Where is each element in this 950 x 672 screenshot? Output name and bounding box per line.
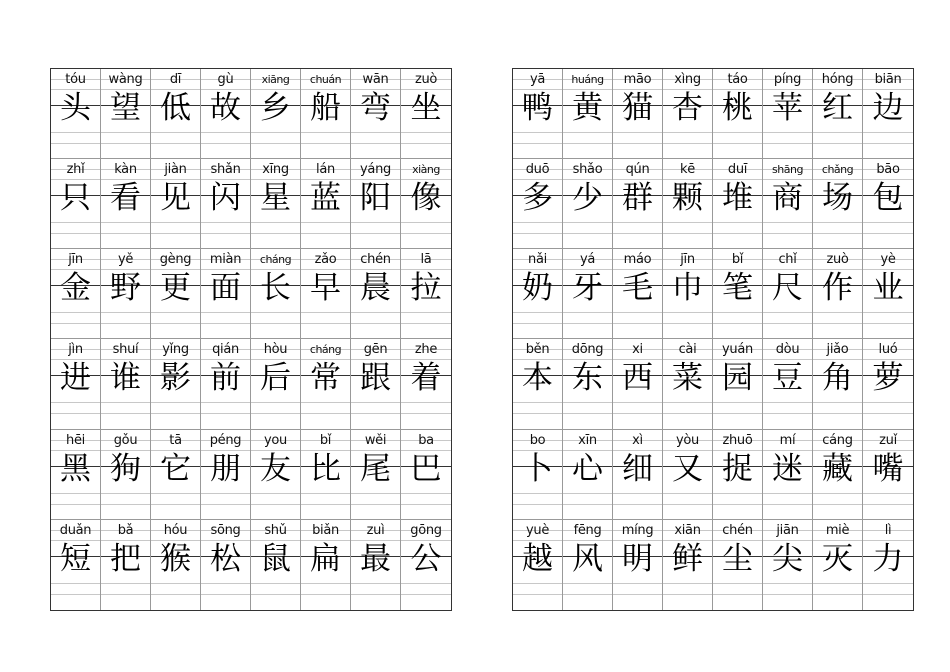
- character-cell: [351, 520, 401, 610]
- pinyin-label: cài: [678, 342, 697, 358]
- pinyin-label: shǔ: [264, 522, 287, 538]
- character-cell: [101, 249, 151, 339]
- character-cell: [663, 69, 713, 159]
- hanzi-character: 进: [60, 360, 91, 397]
- hanzi-character: 巴: [410, 450, 442, 487]
- pinyin-label: hóng: [821, 72, 854, 87]
- hanzi-character: 低: [160, 90, 191, 126]
- character-cell: [713, 69, 763, 159]
- character-cell: [763, 339, 813, 429]
- hanzi-character: 常: [310, 360, 341, 397]
- character-cell: [51, 430, 101, 520]
- character-cell: [663, 159, 713, 249]
- character-cell: [301, 339, 351, 429]
- hanzi-character: 业: [872, 270, 904, 307]
- pinyin-label: huáng: [571, 73, 604, 86]
- pinyin-label: zuǐ: [879, 432, 897, 448]
- character-cell: [863, 520, 913, 610]
- character-cell: [201, 520, 251, 610]
- character-cell: [151, 159, 201, 249]
- pinyin-label: nǎi: [528, 252, 547, 268]
- hanzi-character: 群: [622, 180, 653, 217]
- pinyin-label: bǐ: [319, 432, 332, 448]
- hanzi-character: 野: [110, 270, 141, 307]
- pinyin-label: xi: [632, 342, 643, 358]
- pinyin-label: xīng: [262, 162, 289, 178]
- character-cell: [863, 249, 913, 339]
- pinyin-label: cháng: [309, 343, 342, 357]
- pinyin-label: cháng: [259, 253, 292, 267]
- pinyin-label: zhe: [414, 342, 438, 358]
- character-cell: [301, 430, 351, 520]
- pinyin-label: zhuō: [722, 432, 753, 448]
- hanzi-character: 更: [160, 270, 191, 307]
- pinyin-label: fēng: [573, 522, 602, 538]
- pinyin-label: gèng: [159, 252, 192, 268]
- hanzi-character: 卜: [522, 450, 553, 487]
- character-cell: [513, 520, 563, 610]
- character-cell: [101, 69, 151, 159]
- character-cell: [513, 430, 563, 520]
- pinyin-label: chuán: [309, 73, 342, 86]
- character-cell: [301, 69, 351, 159]
- hanzi-character: 牙: [572, 270, 603, 307]
- character-cell: [51, 69, 101, 159]
- hanzi-character: 尾: [360, 450, 391, 487]
- hanzi-character: 作: [822, 270, 853, 307]
- hanzi-character: 巾: [672, 270, 703, 307]
- hanzi-character: 少: [572, 180, 603, 217]
- pinyin-label: shāng: [772, 163, 803, 177]
- character-cell: [813, 69, 863, 159]
- pinyin-label: píng: [773, 72, 802, 87]
- hanzi-character: 坐: [410, 90, 442, 126]
- hanzi-character: 长: [260, 270, 291, 307]
- pinyin-label: yuán: [722, 342, 753, 358]
- hanzi-character: 红: [822, 90, 853, 126]
- hanzi-character: 金: [60, 270, 91, 307]
- pinyin-label: duǎn: [59, 522, 92, 538]
- pinyin-label: jīn: [680, 252, 695, 268]
- hanzi-character: 鸭: [522, 90, 553, 126]
- hanzi-character: 细: [622, 450, 653, 487]
- pinyin-label: yě: [117, 252, 134, 268]
- character-cell: [201, 430, 251, 520]
- hanzi-character: 西: [622, 360, 653, 397]
- character-cell: [351, 430, 401, 520]
- pinyin-label: xìng: [674, 72, 701, 87]
- hanzi-character: 黄: [572, 90, 603, 126]
- hanzi-character: 早: [310, 270, 341, 307]
- character-cell: [813, 249, 863, 339]
- pinyin-label: xiàng: [412, 163, 440, 177]
- character-cell: [763, 249, 813, 339]
- hanzi-character: 本: [522, 360, 553, 397]
- character-cell: [713, 520, 763, 610]
- pinyin-label: yáng: [360, 162, 391, 178]
- hanzi-character: 毛: [622, 270, 653, 307]
- character-cell: [563, 159, 613, 249]
- hanzi-character: 明: [622, 540, 653, 577]
- pinyin-label: yè: [880, 252, 896, 268]
- character-cell: [51, 249, 101, 339]
- character-cell: [813, 430, 863, 520]
- character-cell: [763, 69, 813, 159]
- pinyin-label: shuí: [112, 342, 139, 358]
- character-cell: [713, 430, 763, 520]
- pinyin-label: máo: [623, 252, 652, 268]
- hanzi-character: 豆: [772, 360, 803, 397]
- hanzi-character: 星: [260, 180, 291, 217]
- character-cell: [101, 339, 151, 429]
- hanzi-character: 船: [310, 90, 341, 126]
- hanzi-character: 又: [672, 450, 703, 487]
- hanzi-character: 扁: [310, 540, 341, 577]
- pinyin-label: lán: [316, 162, 335, 178]
- pinyin-label: zǎo: [314, 252, 337, 268]
- hanzi-character: 园: [722, 360, 753, 397]
- character-cell: [251, 159, 301, 249]
- character-cell: [51, 159, 101, 249]
- hanzi-character: 公: [410, 540, 442, 577]
- character-cell: [563, 430, 613, 520]
- pinyin-label: míng: [621, 522, 654, 538]
- character-cell: [513, 339, 563, 429]
- hanzi-character: 短: [60, 540, 91, 577]
- hanzi-character: 尘: [722, 540, 753, 577]
- hanzi-character: 面: [210, 270, 241, 307]
- character-cell: [351, 159, 401, 249]
- pinyin-label: bǎ: [117, 522, 134, 538]
- hanzi-character: 边: [872, 90, 904, 126]
- character-cell: [513, 159, 563, 249]
- hanzi-character: 像: [410, 180, 442, 217]
- hanzi-character: 多: [522, 180, 553, 217]
- character-grid-right: [512, 68, 914, 611]
- pinyin-label: yá: [579, 252, 596, 268]
- pinyin-label: qún: [625, 162, 650, 178]
- hanzi-character: 影: [160, 360, 191, 397]
- hanzi-character: 菜: [672, 360, 703, 397]
- character-cell: [813, 339, 863, 429]
- character-cell: [763, 430, 813, 520]
- pinyin-label: táo: [727, 72, 748, 87]
- pinyin-label: luó: [878, 342, 898, 358]
- hanzi-character: 见: [160, 180, 191, 217]
- pinyin-label: kē: [680, 162, 695, 178]
- character-cell: [101, 430, 151, 520]
- pinyin-label: shǎn: [210, 162, 241, 178]
- pinyin-label: gǒu: [113, 432, 138, 448]
- character-cell: [563, 249, 613, 339]
- character-cell: [401, 69, 451, 159]
- hanzi-character: 谁: [110, 360, 141, 397]
- character-cell: [613, 430, 663, 520]
- pinyin-label: kàn: [114, 162, 137, 178]
- hanzi-character: 蓝: [310, 180, 341, 217]
- hanzi-character: 只: [60, 180, 91, 217]
- character-cell: [763, 520, 813, 610]
- pinyin-label: you: [264, 432, 287, 448]
- character-cell: [713, 159, 763, 249]
- character-cell: [863, 69, 913, 159]
- pinyin-label: cáng: [822, 432, 853, 448]
- pinyin-label: gēn: [363, 342, 388, 358]
- character-cell: [251, 249, 301, 339]
- character-cell: [351, 339, 401, 429]
- hanzi-character: 包: [872, 180, 904, 217]
- hanzi-character: 角: [822, 360, 853, 397]
- character-cell: [763, 159, 813, 249]
- pinyin-label: wěi: [364, 432, 387, 448]
- character-cell: [713, 339, 763, 429]
- character-cell: [301, 159, 351, 249]
- hanzi-character: 晨: [360, 270, 391, 307]
- pinyin-label: dòu: [775, 342, 800, 358]
- character-cell: [513, 69, 563, 159]
- character-cell: [151, 339, 201, 429]
- pinyin-label: wān: [362, 72, 389, 87]
- character-cell: [251, 339, 301, 429]
- hanzi-character: 阳: [360, 180, 391, 217]
- character-cell: [301, 520, 351, 610]
- pinyin-label: qián: [212, 342, 239, 358]
- hanzi-character: 力: [872, 540, 904, 577]
- pinyin-label: duī: [727, 162, 748, 178]
- hanzi-character: 苹: [772, 90, 803, 126]
- character-cell: [51, 520, 101, 610]
- pinyin-label: yòu: [676, 432, 699, 448]
- hanzi-character: 最: [360, 540, 391, 577]
- character-cell: [863, 339, 913, 429]
- character-cell: [863, 159, 913, 249]
- pinyin-label: tóu: [65, 72, 86, 87]
- character-cell: [613, 339, 663, 429]
- character-cell: [301, 249, 351, 339]
- hanzi-character: 弯: [360, 90, 391, 126]
- hanzi-character: 望: [110, 90, 141, 126]
- pinyin-label: miè: [825, 522, 850, 538]
- pinyin-label: mí: [779, 432, 796, 448]
- hanzi-character: 后: [260, 360, 291, 397]
- character-cell: [613, 159, 663, 249]
- character-cell: [201, 159, 251, 249]
- hanzi-character: 友: [260, 450, 291, 487]
- pinyin-label: chǎng: [821, 163, 854, 177]
- pinyin-label: chén: [360, 252, 391, 268]
- pinyin-label: duō: [525, 162, 550, 178]
- pinyin-label: gù: [217, 72, 234, 87]
- pinyin-label: yǐng: [162, 342, 189, 358]
- pinyin-label: běn: [525, 342, 550, 358]
- character-cell: [613, 69, 663, 159]
- pinyin-label: lì: [884, 522, 892, 538]
- hanzi-character: 捉: [722, 450, 753, 487]
- hanzi-character: 头: [60, 90, 91, 126]
- pinyin-label: chén: [722, 522, 753, 538]
- hanzi-character: 萝: [872, 360, 904, 397]
- hanzi-character: 桃: [722, 90, 753, 126]
- hanzi-character: 尺: [772, 270, 803, 307]
- hanzi-character: 迷: [772, 450, 803, 487]
- pinyin-label: hòu: [263, 342, 288, 358]
- character-cell: [563, 339, 613, 429]
- character-cell: [151, 430, 201, 520]
- pinyin-label: yuè: [525, 522, 550, 538]
- pinyin-label: miàn: [209, 252, 242, 268]
- character-grid-left: [50, 68, 452, 611]
- hanzi-character: 闪: [210, 180, 241, 217]
- hanzi-character: 着: [410, 360, 442, 397]
- pinyin-label: xiān: [674, 522, 701, 538]
- pinyin-label: zuò: [826, 252, 849, 268]
- character-cell: [201, 249, 251, 339]
- pinyin-label: xì: [632, 432, 643, 448]
- hanzi-character: 跟: [360, 360, 391, 397]
- hanzi-character: 看: [110, 180, 141, 217]
- pinyin-label: jīn: [68, 252, 83, 268]
- hanzi-character: 鼠: [260, 540, 291, 577]
- pinyin-label: zuò: [414, 72, 438, 87]
- character-cell: [251, 520, 301, 610]
- character-cell: [663, 249, 713, 339]
- character-cell: [401, 430, 451, 520]
- character-cell: [613, 249, 663, 339]
- pinyin-label: wàng: [108, 72, 143, 87]
- character-cell: [663, 520, 713, 610]
- pinyin-label: biǎn: [312, 522, 339, 538]
- hanzi-character: 朋: [210, 450, 241, 487]
- pinyin-label: lā: [420, 252, 432, 268]
- character-cell: [101, 159, 151, 249]
- hanzi-character: 故: [210, 90, 241, 126]
- pinyin-label: māo: [623, 72, 652, 87]
- hanzi-character: 拉: [410, 270, 442, 307]
- pinyin-label: chǐ: [778, 252, 797, 268]
- pinyin-label: bo: [529, 432, 546, 448]
- character-cell: [713, 249, 763, 339]
- hanzi-character: 场: [822, 180, 853, 217]
- character-cell: [513, 249, 563, 339]
- pinyin-label: xiāng: [261, 73, 290, 86]
- pinyin-label: zuì: [366, 522, 385, 538]
- pinyin-label: tā: [169, 432, 182, 448]
- hanzi-character: 灭: [822, 540, 853, 577]
- character-cell: [863, 430, 913, 520]
- pinyin-label: jìn: [68, 342, 83, 358]
- character-cell: [251, 69, 301, 159]
- character-cell: [401, 249, 451, 339]
- hanzi-character: 嘴: [872, 450, 904, 487]
- pinyin-label: yā: [529, 72, 546, 87]
- pinyin-label: jiàn: [164, 162, 187, 178]
- hanzi-character: 杏: [672, 90, 703, 126]
- pinyin-label: ba: [418, 432, 434, 448]
- pinyin-label: hóu: [163, 522, 188, 538]
- character-cell: [351, 249, 401, 339]
- character-cell: [201, 339, 251, 429]
- hanzi-character: 把: [110, 540, 141, 577]
- hanzi-character: 堆: [722, 180, 753, 217]
- hanzi-character: 它: [160, 450, 191, 487]
- hanzi-character: 心: [572, 450, 603, 487]
- character-cell: [401, 520, 451, 610]
- hanzi-character: 越: [522, 540, 553, 577]
- hanzi-character: 奶: [522, 270, 553, 307]
- pinyin-label: hēi: [66, 432, 85, 448]
- character-cell: [663, 339, 713, 429]
- pinyin-label: gōng: [410, 522, 442, 538]
- pinyin-label: jiān: [776, 522, 799, 538]
- character-cell: [151, 520, 201, 610]
- pinyin-label: zhǐ: [66, 162, 85, 178]
- hanzi-character: 东: [572, 360, 603, 397]
- character-cell: [351, 69, 401, 159]
- hanzi-character: 乡: [260, 90, 291, 126]
- hanzi-character: 商: [772, 180, 803, 217]
- hanzi-character: 藏: [822, 450, 853, 487]
- character-cell: [813, 520, 863, 610]
- pinyin-label: jiǎo: [826, 342, 849, 358]
- pinyin-label: péng: [209, 432, 242, 448]
- character-cell: [151, 69, 201, 159]
- character-cell: [563, 520, 613, 610]
- hanzi-character: 笔: [722, 270, 753, 307]
- hanzi-character: 比: [310, 450, 341, 487]
- character-cell: [401, 339, 451, 429]
- pinyin-label: xīn: [578, 432, 597, 448]
- hanzi-character: 尖: [772, 540, 803, 577]
- pinyin-label: bāo: [876, 162, 900, 178]
- character-cell: [563, 69, 613, 159]
- hanzi-character: 颗: [672, 180, 703, 217]
- pinyin-label: dōng: [571, 342, 604, 358]
- pinyin-label: dī: [169, 72, 182, 87]
- character-cell: [401, 159, 451, 249]
- hanzi-character: 鲜: [672, 540, 703, 577]
- character-cell: [613, 520, 663, 610]
- character-cell: [201, 69, 251, 159]
- character-cell: [51, 339, 101, 429]
- pinyin-label: biān: [874, 72, 902, 87]
- character-cell: [813, 159, 863, 249]
- hanzi-character: 猫: [622, 90, 653, 126]
- hanzi-character: 前: [210, 360, 241, 397]
- hanzi-character: 狗: [110, 450, 141, 487]
- character-cell: [251, 430, 301, 520]
- character-cell: [663, 430, 713, 520]
- hanzi-character: 猴: [160, 540, 191, 577]
- pinyin-label: shǎo: [572, 162, 603, 178]
- pinyin-label: bǐ: [731, 252, 744, 268]
- pinyin-label: sōng: [210, 522, 241, 538]
- hanzi-character: 风: [572, 540, 603, 577]
- hanzi-character: 松: [210, 540, 241, 577]
- hanzi-character: 黑: [60, 450, 91, 487]
- character-cell: [151, 249, 201, 339]
- character-cell: [101, 520, 151, 610]
